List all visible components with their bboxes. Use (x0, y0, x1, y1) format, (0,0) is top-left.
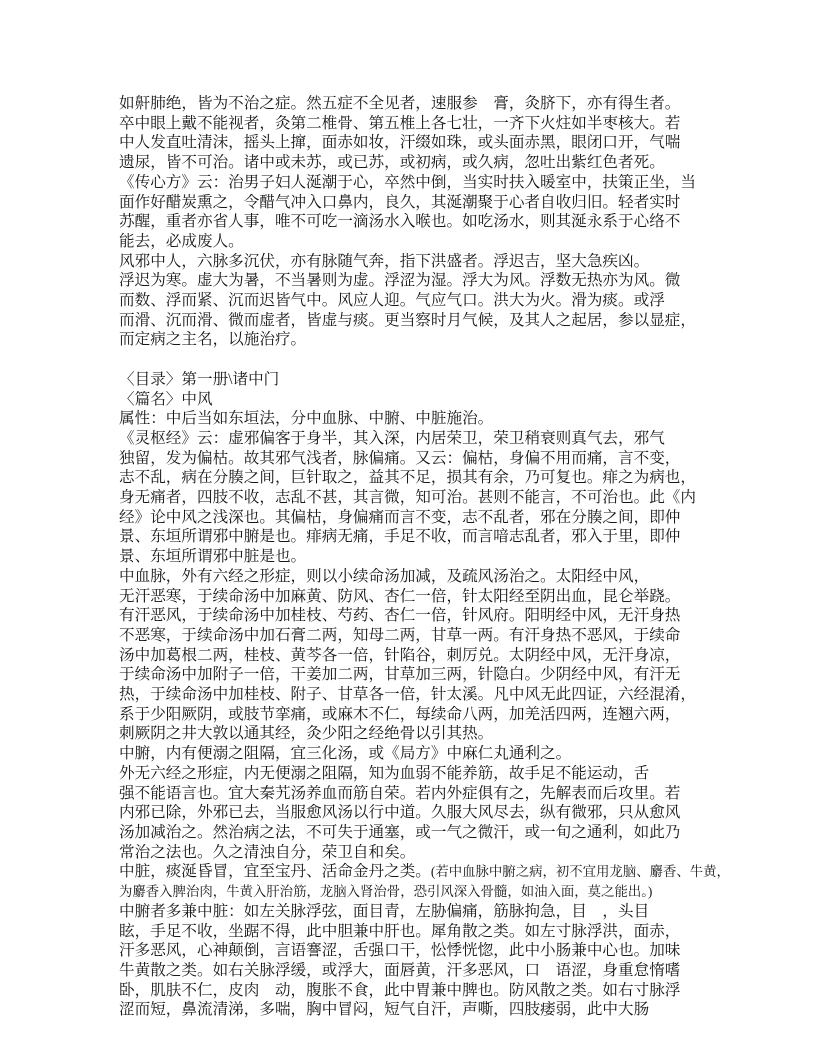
text-line (119, 429, 767, 449)
text-run: 苏醒，重者亦省人事，唯不可吃一滴汤水入喉也。如吃汤水，则其涎永系于心络不 (119, 213, 681, 231)
text-run: 《灵枢经》云：虚邪偏客于身半，其入深，内居荣卫，荣卫稍衰则真气去，邪气 (119, 429, 665, 447)
text-line (119, 508, 767, 528)
text-run: 于续命汤中加附子一倍，干姜加二两，甘草加三两，针隐白。少阴经中风，有汗无 (119, 666, 681, 684)
text-line (119, 764, 767, 784)
text-line (119, 390, 767, 410)
text-line (119, 153, 767, 173)
text-run: 中腑，内有便溺之阻隔，宜三化汤，或《局方》中麻仁丸通利之。 (119, 745, 572, 763)
text-run: 系于少阳厥阴，或肢节挛痛，或麻木不仁，每续命八两，加羌活四两，连翘六两， (119, 705, 681, 723)
text-line (119, 981, 767, 1001)
text-run: 〈篇名〉中风 (119, 390, 213, 408)
text-line (119, 882, 767, 902)
text-line (119, 724, 767, 744)
text-line (119, 173, 767, 193)
text-line (119, 252, 767, 272)
text-run: 强不能语言也。宜大秦艽汤养血而筋自荣。若内外症俱有之，先解表而后攻里。若 (119, 784, 681, 802)
text-line (119, 961, 767, 981)
text-line (119, 271, 767, 291)
text-run: 而滑、沉而滑、微而虚者，皆虚与痰。更当察时月气候，及其人之起居，参以显症， (119, 311, 696, 329)
text-line (119, 350, 767, 370)
text-run: 汤加减治之。然治病之法，不可失于通塞，或一气之微汗，或一旬之通利，如此乃 (119, 824, 681, 841)
text-run: 常治之法也。久之清浊自分，荣卫自和矣。 (119, 843, 416, 861)
text-run: 经》论中风之浅深也。其偏枯，身偏痛而言不变，志不乱者，邪在分腠之间，即仲 (119, 508, 681, 526)
text-line (119, 606, 767, 626)
text-line (119, 843, 767, 863)
text-run: 眩，手足不收，坐踞不得，此中胆兼中肝也。犀角散之类。如左寸脉浮洪，面赤， (119, 922, 681, 940)
text-line (119, 232, 767, 252)
text-run: 身无痛者，四肢不收，志乱不甚，其言微，知可治。甚则不能言，不可治也。此《内 (119, 489, 696, 507)
text-run: 志不乱，病在分腠之间，巨针取之，益其不足，损其有余，乃可复也。痱之为病也， (119, 469, 696, 487)
text-run: 中腑者多兼中脏：如左关脉浮弦，面目青，左胁偏痛，筋脉拘急，目 ，头目 (119, 902, 650, 920)
text-run: 属性：中后当如东垣法，分中血脉、中腑、中脏施治。 (119, 410, 494, 428)
text-run: 汤中加葛根二两，桂枝、黄芩各一倍，针陷谷，刺厉兑。太阴经中风，无汗身凉， (119, 646, 681, 664)
text-run: 涩而短，鼻流清涕，多喘，胸中冒闷，短气自汗，声嘶，四肢痿弱，此中大肠 (119, 1001, 650, 1019)
text-run: 中血脉，外有六经之形症，则以小续命汤加减，及疏风汤治之。太阳经中风， (119, 567, 650, 585)
text-line (119, 193, 767, 213)
text-line (119, 527, 767, 547)
text-line (119, 784, 767, 804)
text-line (119, 902, 767, 922)
text-run: 有汗恶风，于续命汤中加桂枝、芍药、杏仁一倍，针风府。阳明经中风，无汗身热 (119, 607, 681, 625)
text-line (119, 311, 767, 331)
text-run: 汗多恶风，心神颠倒，言语謇涩，舌强口干，忪悸恍惚，此中小肠兼中心也。加味 (119, 942, 681, 960)
text-line (119, 1000, 767, 1020)
text-run: 浮迟为寒。虚大为暑，不当暑则为虚。浮涩为湿。浮大为风。浮数无热亦为风。微 (119, 272, 681, 290)
text-run: 能去，必成废人。 (119, 232, 244, 250)
text-line (119, 409, 767, 429)
text-line (119, 823, 767, 843)
text-line (119, 587, 767, 607)
text-line (119, 941, 767, 961)
text-line (119, 114, 767, 134)
text-line (119, 705, 767, 725)
text-line (119, 567, 767, 587)
text-line (119, 133, 767, 153)
text-run: 〈目录〉第一册\诸中门 (119, 370, 280, 388)
text-run: 独留，发为偏枯。故其邪气浅者，脉偏痛。又云：偏枯，身偏不用而痛，言不变， (119, 449, 681, 467)
text-run: 牛黄散之类。如右关脉浮缓，或浮大，面唇黄，汗多恶风，口 语涩，身重怠惰嗜 (119, 961, 681, 979)
text-run: 中人发直吐清沫，摇头上撺，面赤如妆，汗缀如珠，或头面赤黑，眼闭口开，气喘 (119, 134, 681, 152)
text-line (119, 685, 767, 705)
text-line (119, 212, 767, 232)
text-run: 遗尿，皆不可治。诸中或未苏，或已苏，或初病，或久病，忽吐出紫红色者死。 (119, 154, 665, 172)
text-run: 风邪中人，六脉多沉伏，亦有脉随气奔，指下洪盛者。浮迟吉，坚大急疾凶。 (119, 252, 650, 270)
text-line (119, 626, 767, 646)
text-line (119, 94, 767, 114)
text-line (119, 922, 767, 942)
text-run: 热，于续命汤中加桂枝、附子、甘草各一倍，针太溪。凡中风无此四证，六经混淆， (119, 686, 696, 704)
text-run: 内邪已除，外邪已去，当服愈风汤以行中道。久服大风尽去，纵有微邪，只从愈风 (119, 804, 681, 822)
text-run: 景、东垣所谓邪中脏是也。 (119, 548, 307, 566)
document-body (119, 94, 767, 1020)
text-line (119, 468, 767, 488)
text-line (119, 547, 767, 567)
text-line (119, 291, 767, 311)
text-run: 《传心方》云：治男子妇人涎潮于心，卒然中倒，当实时扶入暖室中，扶策正坐，当 (119, 173, 696, 191)
text-run: 中脏，痰涎昏冒，宜至宝丹、活命金丹之类。 (119, 863, 431, 881)
text-run: 如鼾肺绝，皆为不治之症。然五症不全见者，速服参 膏，灸脐下，亦有得生者。 (119, 95, 681, 112)
text-line (119, 449, 767, 469)
text-run: 面作好醋炭熏之，令醋气冲入口鼻内，良久，其涎潮聚于心者自收归旧。轻者实时 (119, 193, 681, 211)
text-run: 而定病之主名，以施治疗。 (119, 331, 307, 349)
text-run: 景、东垣所谓邪中腑是也。痱病无痛，手足不收，而言喑志乱者，邪入于里，即仲 (119, 528, 681, 546)
text-run: 不恶寒，于续命汤中加石膏二两，知母二两，甘草一两。有汗身热不恶风，于续命 (119, 626, 681, 644)
text-line (119, 665, 767, 685)
text-line (119, 488, 767, 508)
text-line (119, 744, 767, 764)
text-run: 为麝香入脾治肉，牛黄入肝治筋，龙脑入肾治骨，恐引风深入骨髓，如油入面，莫之能出。) (119, 884, 653, 900)
text-line (119, 646, 767, 666)
text-line (119, 803, 767, 823)
text-run: 刺厥阴之井大敦以通其经，灸少阳之经绝骨以引其热。 (119, 725, 494, 743)
text-run: 而数、浮而紧、沉而迟皆气中。风应人迎。气应气口。洪大为火。滑为痰。或浮 (119, 292, 665, 310)
text-run: 卧，肌肤不仁，皮肉 动，腹胀不食，此中胃兼中脾也。防风散之类。如右寸脉浮 (119, 981, 681, 999)
text-line (119, 330, 767, 350)
text-run: 无汗恶寒，于续命汤中加麻黄、防风、杏仁一倍，针太阳经至阴出血，昆仑举跷。 (119, 587, 681, 605)
text-line (119, 862, 767, 882)
text-line (119, 370, 767, 390)
text-run: 外无六经之形症，内无便溺之阻隔，知为血弱不能养筋，故手足不能运动，舌 (119, 764, 650, 782)
text-run: (若中血脉中腑之病，初不宜用龙脑、麝香、牛黄， (430, 864, 730, 880)
text-run: 卒中眼上戴不能视者，灸第二椎骨、第五椎上各七壮，一齐下火炷如半枣核大。若 (119, 114, 681, 132)
